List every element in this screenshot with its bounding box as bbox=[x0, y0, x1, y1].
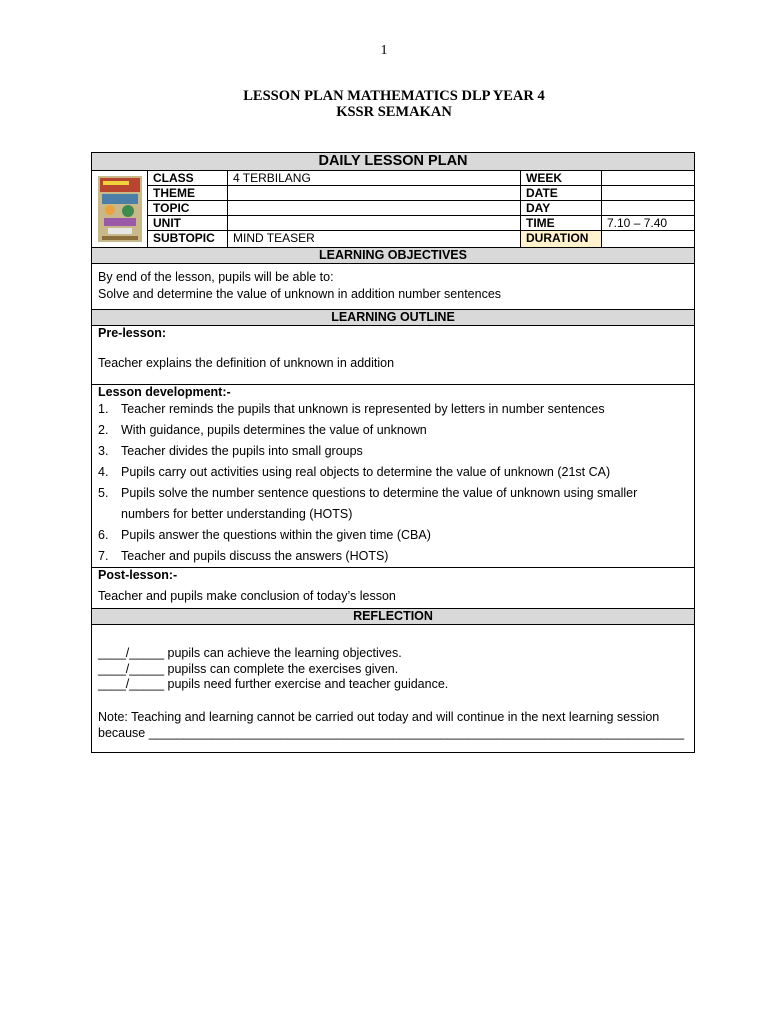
unit-value bbox=[228, 216, 521, 231]
thumbnail-cell bbox=[92, 171, 148, 247]
list-item bbox=[98, 420, 688, 441]
step-number: 4. bbox=[98, 465, 109, 479]
subtopic-label: SUBTOPIC bbox=[148, 231, 228, 247]
theme-value bbox=[228, 186, 521, 201]
list-item bbox=[98, 399, 688, 420]
document-title-line-2: KSSR SEMAKAN bbox=[336, 104, 452, 120]
post-lesson-section bbox=[92, 568, 694, 609]
theme-label: THEME bbox=[148, 186, 228, 201]
list-item bbox=[98, 462, 688, 483]
pre-lesson-text: Teacher explains the definition of unknown in addition bbox=[98, 356, 395, 370]
day-value bbox=[602, 201, 694, 216]
step-number: 7. bbox=[98, 549, 109, 563]
objectives-line-1: By end of the lesson, pupils will be able to: bbox=[98, 270, 334, 284]
step-text: Pupils carry out activities using real objects to determine the value of unknown (21st CA) bbox=[121, 465, 611, 479]
pre-lesson-section bbox=[92, 326, 694, 385]
page-number: 1 bbox=[380, 43, 388, 58]
class-label: CLASS bbox=[148, 171, 228, 186]
step-number: 1. bbox=[98, 402, 109, 416]
lesson-development-heading: Lesson development:- bbox=[98, 385, 231, 399]
reflection-line-3: ____/_____ pupils need further exercise and teacher guidance. bbox=[98, 677, 449, 692]
list-item bbox=[98, 546, 688, 567]
reflection-heading: REFLECTION bbox=[92, 609, 694, 625]
document-title bbox=[0, 88, 768, 120]
pre-lesson-heading: Pre-lesson: bbox=[98, 326, 167, 340]
lesson-plan-table bbox=[91, 152, 695, 753]
subtopic-value: MIND TEASER bbox=[228, 231, 521, 247]
outline-heading: LEARNING OUTLINE bbox=[92, 310, 694, 326]
duration-label: DURATION bbox=[521, 231, 602, 247]
reflection-line-2: ____/_____ pupilss can complete the exercises given. bbox=[98, 661, 399, 676]
lesson-development-section bbox=[92, 385, 694, 568]
plan-title: DAILY LESSON PLAN bbox=[92, 153, 694, 171]
date-label: DATE bbox=[521, 186, 602, 201]
list-item bbox=[98, 483, 688, 525]
reflection-note-line-2: because _____________________________________________________________________________ bbox=[98, 725, 685, 740]
class-value: 4 TERBILANG bbox=[228, 171, 521, 186]
step-number: 3. bbox=[98, 444, 109, 458]
step-number: 5. bbox=[98, 486, 109, 500]
info-grid bbox=[92, 171, 694, 248]
objectives-line-2: Solve and determine the value of unknown in addition number sentences bbox=[98, 286, 502, 301]
duration-value bbox=[602, 231, 694, 247]
time-label: TIME bbox=[521, 216, 602, 231]
reflection-section bbox=[92, 625, 694, 752]
info-fields bbox=[148, 171, 694, 247]
objectives-section bbox=[92, 264, 694, 310]
step-text: Pupils solve the number sentence questions to determine the value of unknown using smaller numbers for better understanding (HOTS) bbox=[121, 486, 638, 521]
textbook-cover-icon bbox=[98, 176, 142, 242]
list-item bbox=[98, 441, 688, 462]
unit-label: UNIT bbox=[148, 216, 228, 231]
reflection-note-line-1: Note: Teaching and learning cannot be carried out today and will continue in the next learning session bbox=[98, 710, 660, 725]
list-item bbox=[98, 525, 688, 546]
step-number: 2. bbox=[98, 423, 109, 437]
post-lesson-text: Teacher and pupils make conclusion of today’s lesson bbox=[98, 589, 396, 603]
week-value bbox=[602, 171, 694, 186]
document-title-line-1: LESSON PLAN MATHEMATICS DLP YEAR 4 bbox=[243, 88, 545, 104]
topic-value bbox=[228, 201, 521, 216]
step-text: With guidance, pupils determines the value of unknown bbox=[121, 423, 427, 437]
day-label: DAY bbox=[521, 201, 602, 216]
step-text: Teacher divides the pupils into small groups bbox=[121, 444, 363, 458]
step-text: Teacher reminds the pupils that unknown is represented by letters in number sentences bbox=[121, 402, 605, 416]
date-value bbox=[602, 186, 694, 201]
topic-label: TOPIC bbox=[148, 201, 228, 216]
week-label: WEEK bbox=[521, 171, 602, 186]
step-text: Pupils answer the questions within the given time (CBA) bbox=[121, 528, 431, 542]
step-text: Teacher and pupils discuss the answers (HOTS) bbox=[121, 549, 389, 563]
objectives-heading: LEARNING OBJECTIVES bbox=[92, 248, 694, 264]
lesson-steps-list bbox=[98, 399, 688, 567]
reflection-line-1: ____/_____ pupils can achieve the learning objectives. bbox=[98, 646, 402, 660]
time-value: 7.10 – 7.40 bbox=[602, 216, 694, 231]
post-lesson-heading: Post-lesson:- bbox=[98, 568, 178, 582]
step-number: 6. bbox=[98, 528, 109, 542]
